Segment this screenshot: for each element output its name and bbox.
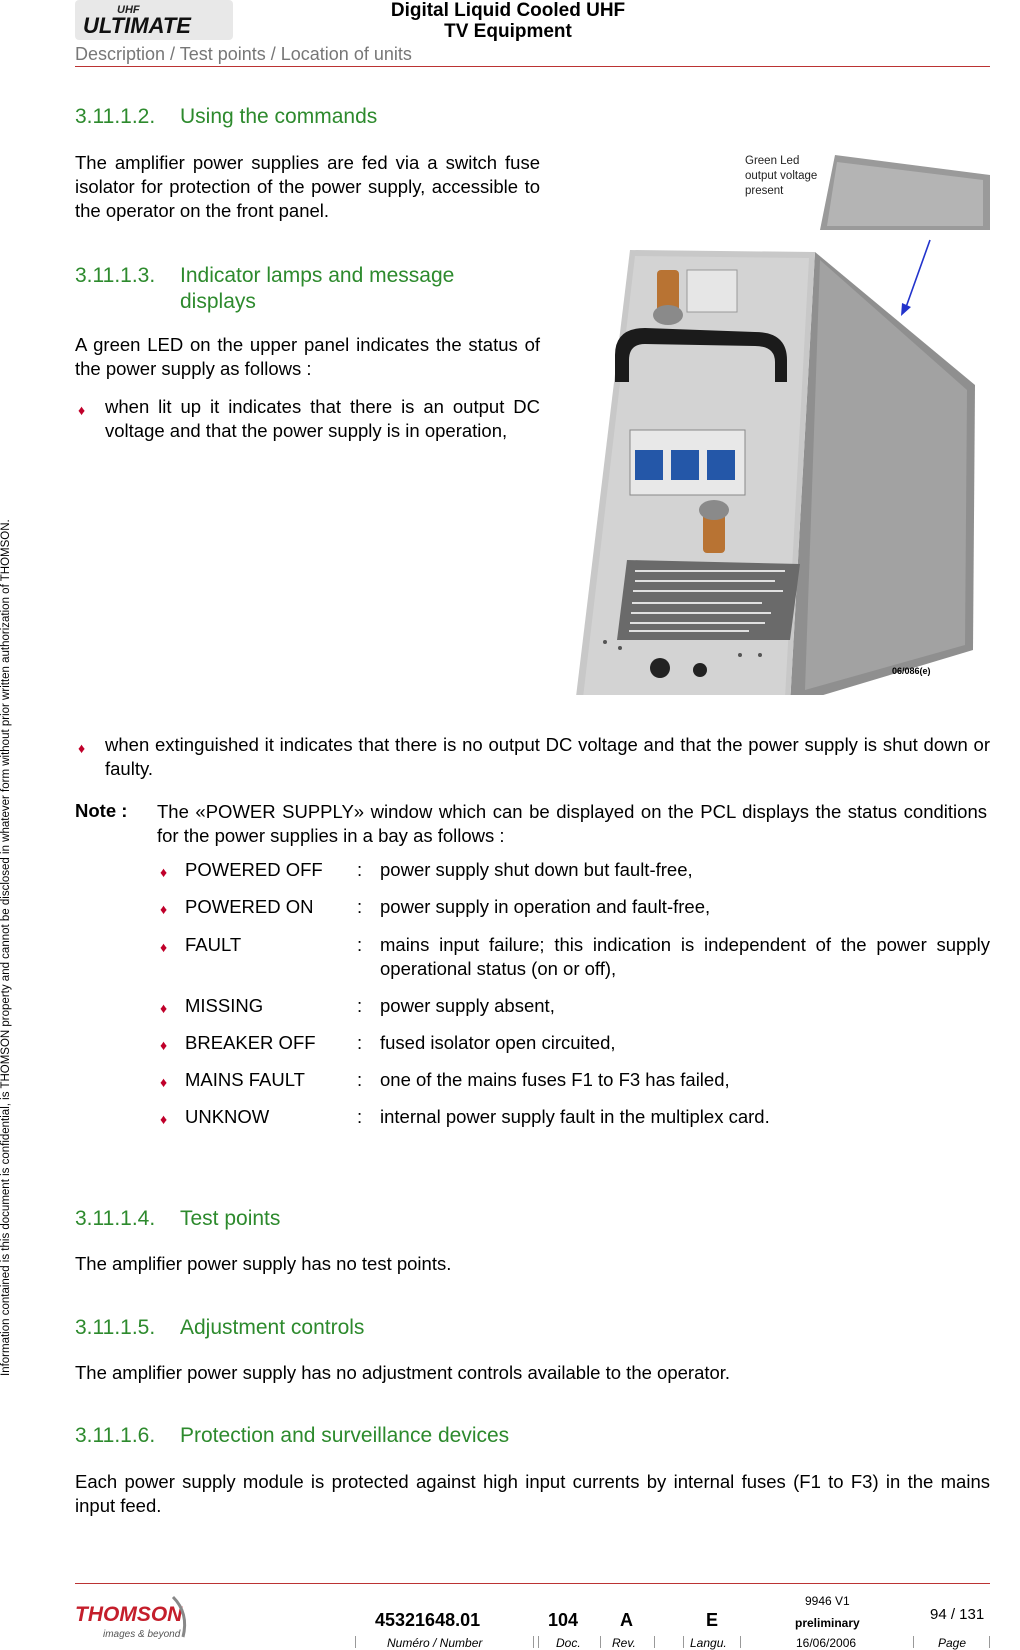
footer-doc: 104 (548, 1610, 579, 1630)
heading-text: Adjustment controls (180, 1316, 365, 1339)
status-term: UNKNOW (185, 1106, 270, 1127)
heading-number: 3.11.1.2. (75, 105, 156, 128)
heading-number: 3.11.1.6. (75, 1424, 156, 1447)
status-term: POWERED OFF (185, 859, 323, 880)
paragraph-commands: The amplifier power supplies are fed via a switch fuse isolator for protection of the power supply, accessible to the operator on the front panel. (75, 152, 540, 221)
status-desc: power supply absent, (380, 995, 555, 1016)
logo-uhf: UHF (117, 4, 140, 16)
heading-number: 3.11.1.4. (75, 1207, 156, 1230)
header-title (380, 0, 636, 42)
status-colon: : (357, 896, 363, 917)
bullet-diamond-icon: ♦ (78, 740, 86, 756)
logo-ultimate: ULTIMATE (83, 13, 191, 38)
header-subtitle: Description / Test points / Location of units (75, 44, 412, 64)
footer-label-langu: Langu. (690, 1636, 727, 1650)
footer-status: preliminary (795, 1616, 860, 1630)
logo-thomson: THOMSON (75, 1603, 183, 1626)
heading-text: Test points (180, 1207, 281, 1230)
heading-indicator-lamps (75, 263, 454, 315)
power-supply-photo (575, 150, 990, 695)
status-term: FAULT (185, 934, 242, 955)
bullet-diamond-icon: ♦ (160, 1037, 168, 1053)
footer-divider (533, 1636, 534, 1648)
footer-label-number: Numéro / Number (387, 1636, 483, 1650)
bullet-diamond-icon: ♦ (78, 402, 86, 418)
ultimate-logo (75, 0, 233, 40)
bullet-lit: when lit up it indicates that there is an output DC voltage and that the power supply is in operation, (105, 396, 540, 441)
heading-number: 3.11.1.3. (75, 264, 156, 287)
logo-tagline: images & beyond (103, 1629, 181, 1640)
status-desc: internal power supply fault in the multiplex card. (380, 1106, 770, 1127)
status-term: MAINS FAULT (185, 1069, 305, 1090)
bullet-diamond-icon: ♦ (160, 901, 168, 917)
note-label: Note : (75, 800, 128, 821)
footer-page: 94 / 131 (930, 1606, 985, 1623)
footer-rule (75, 1583, 990, 1584)
status-term: MISSING (185, 995, 264, 1016)
header-title-line1: Digital Liquid Cooled UHF (390, 0, 626, 21)
status-desc: fused isolator open circuited, (380, 1032, 616, 1053)
heading-text-line1: Indicator lamps and message (180, 264, 455, 287)
header-title-line2: TV Equipment (444, 21, 572, 42)
heading-text: Using the commands (180, 105, 378, 128)
footer-divider (355, 1636, 356, 1648)
footer-divider (600, 1636, 601, 1648)
paragraph-led: A green LED on the upper panel indicates the status of the power supply as follows : (75, 334, 540, 379)
footer-divider (740, 1636, 741, 1648)
heading-number: 3.11.1.5. (75, 1316, 156, 1339)
status-colon: : (357, 1032, 363, 1053)
footer-divider (654, 1636, 655, 1648)
bullet-diamond-icon: ♦ (160, 1111, 168, 1127)
footer-divider (538, 1636, 539, 1648)
figure-reference: 06/086(e) (892, 666, 931, 676)
footer-date: 16/06/2006 (796, 1636, 857, 1650)
status-desc: one of the mains fuses F1 to F3 has failed, (380, 1069, 730, 1090)
heading-using-commands (75, 105, 377, 129)
callout-line1: Green Led (745, 155, 800, 167)
status-colon: : (357, 859, 363, 880)
bullet-diamond-icon: ♦ (160, 939, 168, 955)
status-colon: : (357, 934, 363, 955)
callout-line2: output voltage (745, 170, 818, 182)
bullet-diamond-icon: ♦ (160, 864, 168, 880)
paragraph-test-points: The amplifier power supply has no test points. (75, 1253, 452, 1274)
footer-version: 9946 V1 (805, 1594, 850, 1608)
bullet-diamond-icon: ♦ (160, 1074, 168, 1090)
header-rule (75, 66, 990, 67)
heading-test-points (75, 1207, 280, 1231)
footer-divider (913, 1636, 914, 1648)
footer-divider (989, 1636, 990, 1648)
bullet-diamond-icon: ♦ (160, 1000, 168, 1016)
heading-text-line2: displays (180, 290, 256, 313)
status-desc: power supply shut down but fault-free, (380, 859, 693, 880)
status-desc: power supply in operation and fault-free, (380, 896, 711, 917)
status-colon: : (357, 1069, 363, 1090)
status-term: POWERED ON (185, 896, 314, 917)
status-colon: : (357, 995, 363, 1016)
bullet-extinguished: when extinguished it indicates that there is no output DC voltage and that the power supply is shut down or faulty. (105, 734, 990, 779)
footer-number: 45321648.01 (375, 1610, 481, 1630)
status-desc: mains input failure; this indication is independent of the power supply operational status (on or off), (380, 934, 990, 979)
heading-protection (75, 1424, 509, 1448)
paragraph-protection: Each power supply module is protected against high input currents by internal fuses (F1 to F3) in the mains input feed. (75, 1471, 990, 1516)
footer-label-page: Page (938, 1636, 967, 1650)
footer-langu: E (706, 1610, 719, 1630)
heading-text: Protection and surveillance devices (180, 1424, 510, 1447)
status-term: BREAKER OFF (185, 1032, 316, 1053)
callout-line3: present (745, 185, 784, 197)
confidentiality-notice: Information contained is this document is confidential, is THOMSON property and cannot be disclosed in whatever form without prior written authorization of THOMSON. (0, 519, 12, 1376)
heading-adjustment-controls (75, 1316, 364, 1340)
footer-rev: A (620, 1610, 633, 1630)
note-intro: The «POWER SUPPLY» window which can be displayed on the PCL displays the status conditions for the power supplies in a bay as follows : (157, 801, 987, 846)
footer-divider (683, 1636, 684, 1648)
thomson-logo (75, 1593, 195, 1645)
paragraph-adjustment: The amplifier power supply has no adjustment controls available to the operator. (75, 1362, 731, 1383)
footer-label-rev: Rev. (612, 1636, 636, 1650)
status-colon: : (357, 1106, 363, 1127)
footer-label-doc: Doc. (556, 1636, 581, 1650)
